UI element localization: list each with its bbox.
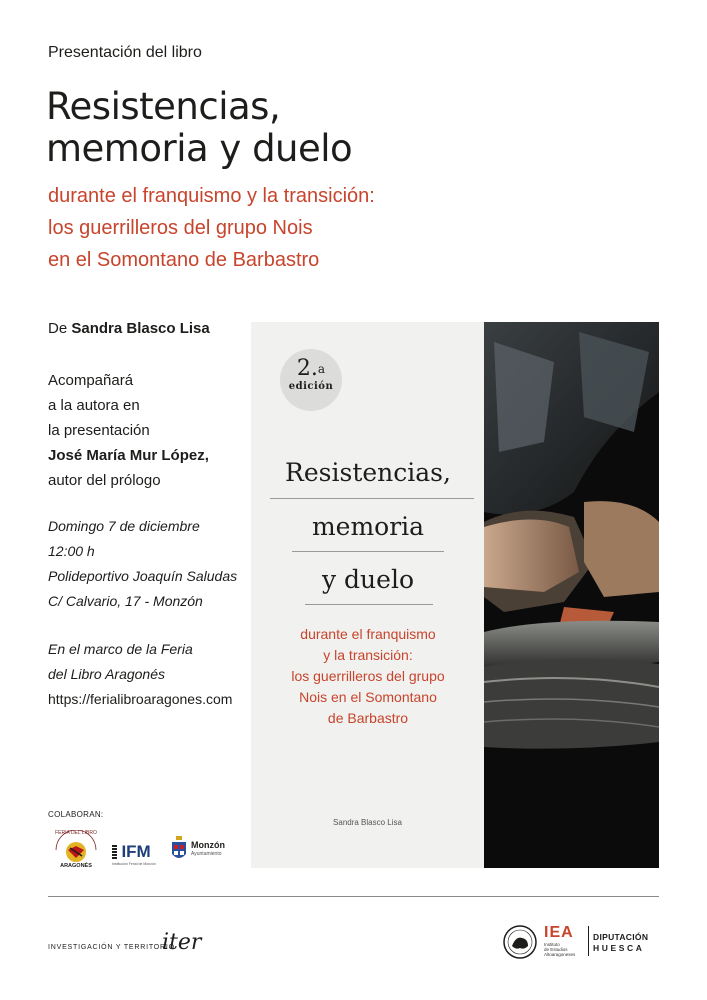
monzon-text: Monzón	[191, 840, 225, 850]
cover-title-line: y duelo	[321, 565, 415, 594]
ifm-mark-icon	[112, 845, 117, 859]
accomp-line: la presentación	[48, 422, 150, 439]
event-time: 12:00 h	[48, 543, 95, 559]
author-name: Sandra Blasco Lisa	[71, 320, 210, 337]
cover-photo	[484, 322, 659, 868]
cover-subtitle-line: de Barbastro	[327, 710, 409, 726]
subtitle	[48, 180, 375, 276]
edition-num: 2.	[296, 356, 318, 381]
iea-sub-line: Altoaragoneses	[544, 952, 576, 957]
ifm-logo	[112, 842, 156, 866]
title-line: memoria y duelo	[46, 127, 353, 170]
event-details	[48, 514, 237, 614]
cover-divider	[292, 551, 444, 552]
kicker: Presentación del libro	[48, 44, 202, 61]
iter-logo: iter	[162, 930, 202, 955]
logo-divider	[588, 926, 589, 956]
footer-investigacion: INVESTIGACIÓN Y TERRITORIO	[48, 944, 175, 951]
colaboran-label: COLABORAN:	[48, 810, 104, 819]
cover-subtitle-line: Nois en el Somontano	[299, 689, 437, 705]
iea-sub-line: Instituto	[544, 942, 560, 947]
feria-info	[48, 637, 232, 712]
monzon-logo	[170, 834, 225, 864]
cover-subtitle-line: y la transición:	[323, 647, 413, 663]
monzon-sub: Ayuntamiento	[191, 851, 222, 857]
accomp-line: a la autora en	[48, 397, 140, 414]
huesca-text: HUESCA	[593, 943, 645, 953]
edition-sup: a	[317, 362, 326, 376]
iea-diputacion-logo	[502, 924, 660, 960]
byline-prefix: De	[48, 320, 72, 337]
cover-subtitle-line: los guerrilleros del grupo	[291, 668, 445, 684]
cover-author: Sandra Blasco Lisa	[333, 818, 402, 827]
diputacion-text: DIPUTACIÓN	[593, 932, 649, 942]
iea-sub	[544, 942, 575, 957]
accompaniment	[48, 368, 209, 493]
cover-title-line: Resistencias,	[285, 458, 451, 487]
feria-line: En el marco de la Feria	[48, 641, 193, 657]
prologue-author: José María Mur López,	[48, 447, 209, 464]
iea-seal-icon	[502, 924, 538, 960]
feria-libro-logo	[48, 830, 104, 872]
prologue-role: autor del prólogo	[48, 472, 161, 489]
page-title	[46, 86, 352, 170]
ifm-text: IFM	[121, 842, 151, 861]
iea-sub-line: de Estudios	[544, 947, 568, 952]
feria-line: del Libro Aragonés	[48, 666, 166, 682]
byline	[48, 320, 210, 337]
event-venue: Polideportivo Joaquín Saludas	[48, 568, 238, 584]
title-line: Resistencias,	[46, 85, 281, 128]
subtitle-line: en el Somontano de Barbastro	[48, 249, 320, 271]
footer-divider	[48, 896, 659, 897]
monzon-shield-icon	[170, 834, 188, 864]
ifm-sub: Institución Ferial de Monzón	[112, 862, 156, 866]
feria-url-link[interactable]: https://ferialibroaragones.com	[48, 691, 233, 707]
event-date: Domingo 7 de diciembre	[48, 518, 200, 534]
subtitle-line: los guerrilleros del grupo Nois	[48, 217, 313, 239]
iea-text: IEA	[544, 924, 574, 941]
cover-title-line: memoria	[311, 512, 425, 541]
edition-badge	[280, 349, 342, 411]
edition-label: edición	[288, 381, 334, 392]
cover-subtitle	[262, 624, 474, 729]
event-address: C/ Calvario, 17 - Monzón	[48, 593, 203, 609]
cover-divider	[270, 498, 474, 499]
feria-logo-top: FERIA DEL LIBRO	[55, 830, 97, 836]
cover-divider	[305, 604, 433, 605]
edition-number	[280, 357, 342, 381]
feria-logo-bottom: ARAGONÉS	[60, 863, 92, 869]
accomp-line: Acompañará	[48, 372, 134, 389]
cover-subtitle-line: durante el franquismo	[300, 626, 436, 642]
subtitle-line: durante el franquismo y la transición:	[48, 185, 375, 207]
